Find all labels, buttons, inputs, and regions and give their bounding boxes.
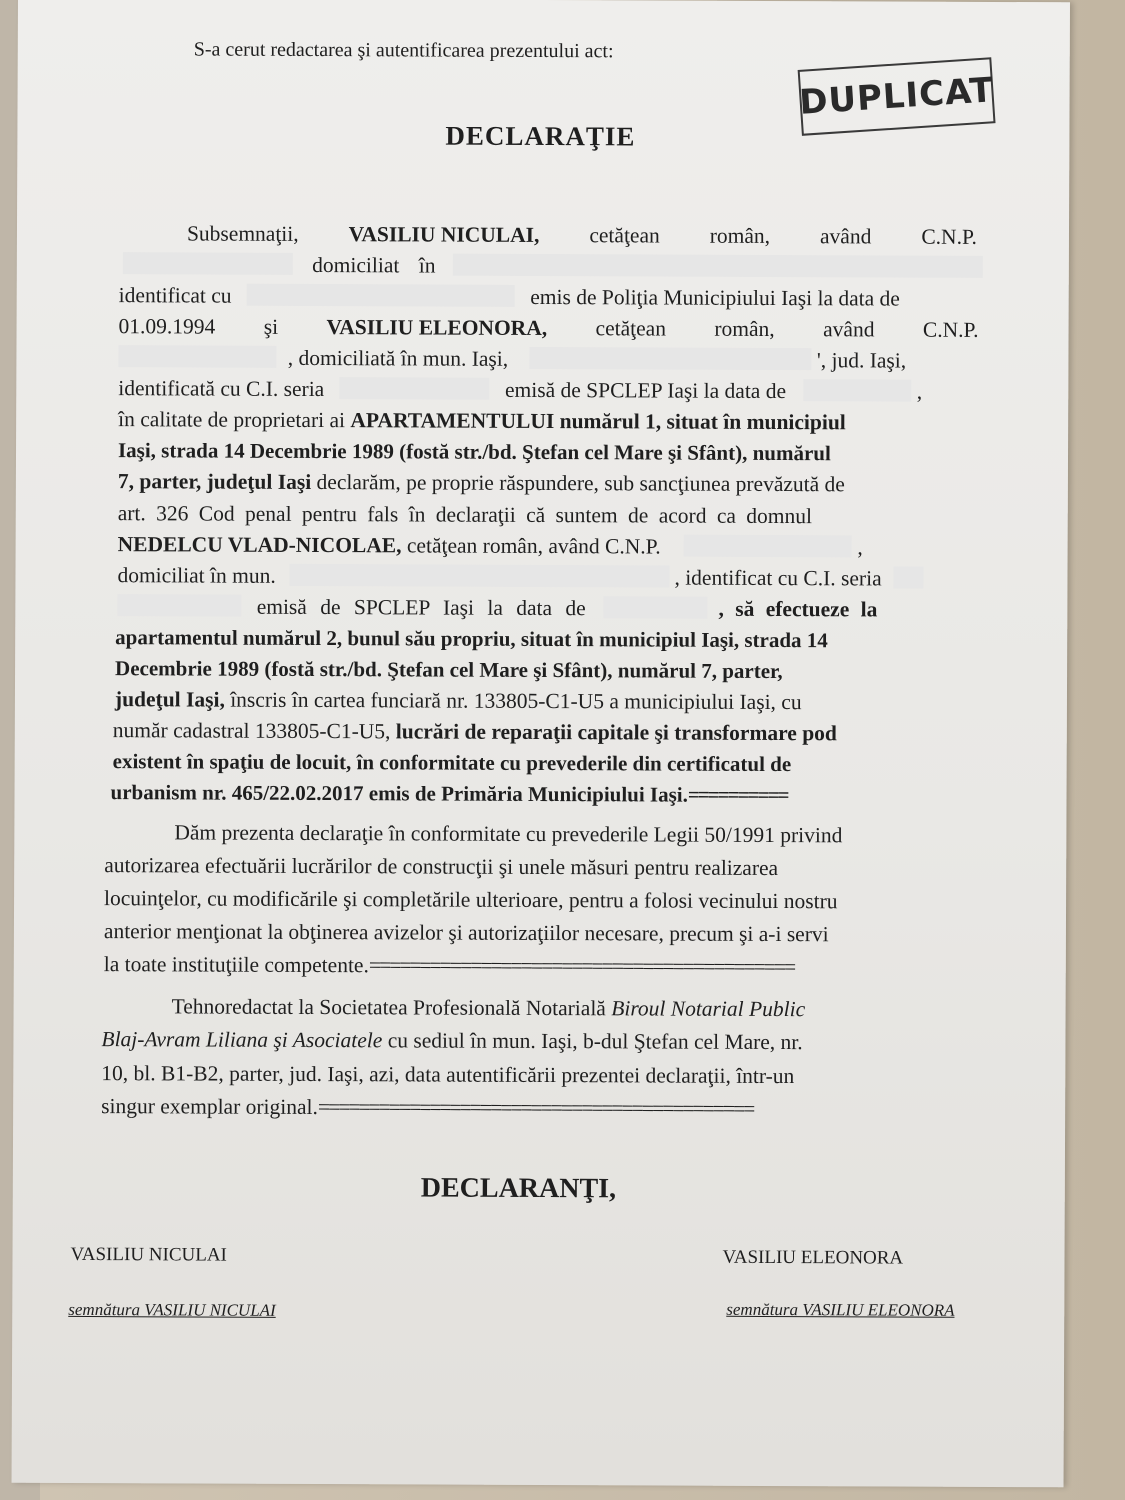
document-page [12,0,1070,1487]
p2-line-2: autorizarea efectuării lucrărilor de construcţii şi unele măsuri pentru realizarea [104,853,779,881]
signature-1: semnătura VASILIU NICULAI [68,1299,276,1320]
p1-line-5: , domiciliată în mun. Iaşi, ', jud. Iaşi, [118,344,906,373]
p1-line-7: în calitate de proprietari ai APARTAMENTULUI numărul 1, situat în municipiul [118,407,846,435]
p1-line-9: 7, parter, judeţul Iaşi declarăm, pe proprie răspundere, sub sancţiunea prevăzută de [117,469,845,497]
p1-line-6: identificată cu C.I. seria emisă de SPCLEP Iaşi la data de , [118,376,923,404]
redacted-cnp-3 [684,535,852,558]
p2-line-4: anterior menţionat la obţinerea avizelor şi autorizaţiilor necesare, precum şi a-i servi [103,919,829,947]
redacted-id [247,284,515,307]
p1-line-12: domiciliat în mun. , identificat cu C.I. seria [117,562,923,592]
p1-line-14: apartamentul numărul 2, bunul său propriu, situat în municipiul Iaşi, strada 14 [115,625,828,653]
redacted-date [803,379,911,401]
p3-line-1: Tehnoredactat la Societatea Profesională Notarială Biroul Notarial Public [171,994,806,1022]
p1-line-18: existent în spaţiu de locuit, în conformitate cu prevederile din certificatul de [112,749,792,777]
p2-line-1: Dăm prezenta declaraţie în conformitate cu prevederile Legii 50/1991 privind [174,820,843,848]
p1-line-19: urbanism nr. 465/22.02.2017 emis de Primăria Municipiului Iaşi.========== [110,780,788,808]
p1-line-8: Iaşi, strada 14 Decembrie 1989 (fostă str./bd. Ştefan cel Mare şi Sfânt), numărul [117,438,831,466]
redacted-ci-number [117,594,241,617]
document-title: DECLARAŢIE [445,120,636,152]
p1-line-3: identificat cu emis de Poliţia Municipiului Iaşi la data de [118,283,900,311]
p3-line-4: singur exemplar original.=========================================== [101,1094,754,1121]
declarant-2-name: VASILIU ELEONORA [722,1246,904,1269]
duplicat-stamp: DUPLICAT [798,57,996,136]
redacted-date-2 [603,596,707,618]
p1-line-1: Subsemnaţii, VASILIU NICULAI, cetăţean român, având C.N.P. [186,221,977,249]
p1-line-4: 01.09.1994 şi VASILIU ELEONORA, cetăţean român, având C.N.P. [118,314,979,342]
signature-2: semnătura VASILIU ELEONORA [726,1299,955,1320]
p3-line-3: 10, bl. B1-B2, parter, jud. Iaşi, azi, data autentificării prezentei declaraţii, într-un [101,1061,795,1089]
p3-line-2: Blaj-Avram Liliana şi Asociatele cu sediul în mun. Iaşi, b-dul Ştefan cel Mare, nr. [101,1027,803,1055]
declarant-1-name: VASILIU NICULAI [70,1243,227,1266]
request-line: S-a cerut redactarea şi autentificarea prezentului act: [193,38,614,63]
p2-line-5: la toate instituţiile competente.========================================== [103,952,795,980]
redacted-address-3 [289,564,669,588]
declarants-heading: DECLARANŢI, [420,1172,617,1205]
p1-line-11: NEDELCU VLAD-NICOLAE, cetăţean român, având C.N.P. , [117,532,863,560]
redacted-cnp [123,252,293,275]
p1-line-13: emisă de SPCLEP Iaşi la data de , să efectueze la [117,593,877,622]
redacted-address [453,254,983,278]
redacted-address-2 [529,347,811,370]
p1-line-10: art. 326 Cod penal pentru fals în declaraţii că suntem de acord ca domnul [117,501,813,529]
p1-line-17: număr cadastral 133805-C1-U5, lucrări de reparaţii capitale şi transformare pod [112,718,837,746]
p1-line-15: Decembrie 1989 (fostă str./bd. Ştefan cel Mare şi Sfânt), numărul 7, parter, [115,656,783,684]
redacted-ci-series [340,377,490,400]
redacted-cnp-2 [118,345,276,368]
p1-line-2: domiciliat în [123,251,983,281]
p2-line-3: locuinţelor, cu modificările şi completările ulterioare, pentru a folosi vecinului nostru [104,886,838,914]
redacted-ci-series-2 [893,567,923,589]
p1-line-16: judeţul Iaşi, înscris în cartea funciară nr. 133805-C1-U5 a municipiului Iaşi, cu [114,687,802,715]
